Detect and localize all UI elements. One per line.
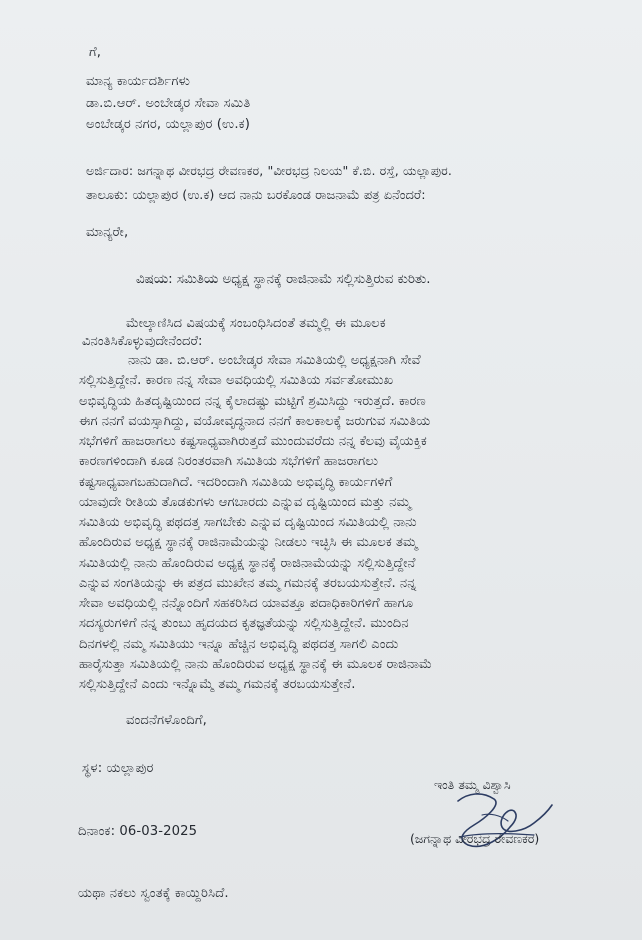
body-line: ದಿನಗಳಲ್ಲಿ ನಮ್ಮ ಸಮಿತಿಯು ಇನ್ನೂ ಹೆಚ್ಚಿನ ಅಭಿವೃದ್ಧಿ ಪಥದತ್ತ ಸಾಗಲಿ ಎಂದು: [79, 636, 399, 652]
body-line: ಸಮಿತಿಯ ಅಭಿವೃದ್ಧಿ ಪಥದತ್ತ ಸಾಗಬೇಕು ಎನ್ನುವ ದೃಷ್ಟಿಯಿಂದ ಸಮಿತಿಯಲ್ಲಿ ನಾನು: [79, 515, 417, 530]
applicant-line-1: ಅರ್ಜಿದಾರ: ಜಗನ್ನಾಥ ವೀರಭದ್ರ ರೇವಣಕರ, "ವೀರಭದ್ರ ನಿಲಯ" ಕೆ.ಬಿ. ರಸ್ತೆ, ಯಲ್ಲಾಪುರ.: [86, 163, 453, 178]
place-line: ಸ್ಥಳ: ಯಲ್ಲಾಪುರ: [82, 761, 154, 776]
subject-line: ವಿಷಯ: ಸಮಿತಿಯ ಅಧ್ಯಕ್ಷ ಸ್ಥಾನಕ್ಕೆ ರಾಜಿನಾಮೆ ಸಲ್ಲಿಸುತ್ತಿರುವ ಕುರಿತು.: [136, 272, 431, 287]
to-prefix: ಗೆ,: [89, 45, 102, 60]
body-line: ನಾನು ಡಾ. ಬಿ.ಆರ್. ಅಂಬೇಡ್ಕರ ಸೇವಾ ಸಮಿತಿಯಲ್ಲಿ ಅಧ್ಯಕ್ಷನಾಗಿ ಸೇವೆ: [128, 353, 421, 368]
recipient-title: ಮಾನ್ಯ ಕಾರ್ಯದರ್ಶಿಗಳು: [86, 74, 191, 89]
intro-line-1: ಮೇಲ್ಕಾಣಿಸಿದ ವಿಷಯಕ್ಕೆ ಸಂಬಂಧಿಸಿದಂತೆ ತಮ್ಮಲ್ಲಿ ಈ ಮೂಲಕ: [126, 316, 386, 331]
intro-line-2: ವಿನಂತಿಸಿಕೊಳ್ಳುವುದೇನೆಂದರೆ:: [82, 334, 203, 349]
body-line: ಅಭಿವೃದ್ಧಿಯ ಹಿತದೃಷ್ಟಿಯಿಂದ ನನ್ನ ಕೈಲಾದಷ್ಟು ಮಟ್ಟಿಗೆ ಶ್ರಮಿಸಿದ್ದು ಇರುತ್ತದೆ. ಕಾರಣ: [79, 393, 426, 409]
body-line: ಸದಸ್ಯರುಗಳಿಗೆ ನನ್ನ ತುಂಬು ಹೃದಯದ ಕೃತಜ್ಞತೆಯನ್ನು ಸಲ್ಲಿಸುತ್ತಿದ್ದೇನೆ. ಮುಂದಿನ: [79, 616, 409, 632]
body-line: ಸಲ್ಲಿಸುತ್ತಿದ್ದೇನೆ ಎಂದು ಇನ್ನೊಮ್ಮೆ ತಮ್ಮ ಗಮನಕ್ಕೆ ತರಬಯಸುತ್ತೇನೆ.: [79, 677, 356, 692]
body-line: ಸಮಿತಿಯಲ್ಲಿ ನಾನು ಹೊಂದಿರುವ ಅಧ್ಯಕ್ಷ ಸ್ಥಾನಕ್ಕೆ ರಾಜಿನಾಮೆಯನ್ನು ಸಲ್ಲಿಸುತ್ತಿದ್ದೇನೆ: [79, 555, 416, 571]
recipient-org: ಡಾ.ಬಿ.ಆರ್. ಅಂಬೇಡ್ಕರ ಸೇವಾ ಸಮಿತಿ: [86, 96, 251, 111]
body-line: ಕಾರಣಗಳಿಂದಾಗಿ ಕೂಡ ನಿರಂತರವಾಗಿ ಸಮಿತಿಯ ಸಭೆಗಳಿಗೆ ಹಾಜರಾಗಲು: [79, 454, 379, 470]
body-line: ಕಷ್ಟಸಾಧ್ಯವಾಗಬಹುದಾಗಿದೆ. ಇದರಿಂದಾಗಿ ಸಮಿತಿಯ ಅಭಿವೃದ್ಧಿ ಕಾರ್ಯಗಳಿಗೆ: [79, 474, 393, 490]
body-line: ಹೊಂದಿರುವ ಅಧ್ಯಕ್ಷ ಸ್ಥಾನಕ್ಕೆ ರಾಜಿನಾಮೆಯನ್ನು ನೀಡಲು ಇಚ್ಛಿಸಿ ಈ ಮೂಲಕ ತಮ್ಮ: [79, 535, 418, 551]
applicant-line-2: ತಾಲೂಕು: ಯಲ್ಲಾಪುರ (ಉ.ಕ) ಆದ ನಾನು ಬರಕೊಂಡ ರಾಜನಾಮೆ ಪತ್ರ ಏನೆಂದರೆ:: [86, 188, 426, 203]
date-line: ದಿನಾಂಕ: 06-03-2025: [78, 824, 198, 839]
body-line: ಹಾರೈಸುತ್ತಾ ಸಮಿತಿಯಲ್ಲಿ ನಾನು ಹೊಂದಿರುವ ಅಧ್ಯಕ್ಷ ಸ್ಥಾನಕ್ಕೆ ಈ ಮೂಲಕ ರಾಜಿನಾಮೆ: [79, 656, 433, 672]
body-line: ಈಗ ನನಗೆ ವಯಸ್ಸಾಗಿದ್ದು, ವಯೋವೃದ್ಧನಾದ ನನಗೆ ಕಾಲಕಾಲಕ್ಕೆ ಜರುಗುವ ಸಮಿತಿಯ: [79, 413, 431, 429]
closing-greeting: ವಂದನೆಗಳೊಂದಿಗೆ,: [126, 713, 207, 728]
closing-sig: ಇಂತಿ ತಮ್ಮ ವಿಶ್ವಾಸಿ: [434, 777, 511, 792]
body-line: ಸಭೆಗಳಿಗೆ ಹಾಜರಾಗಲು ಕಷ್ಟಸಾಧ್ಯವಾಗಿರುತ್ತದೆ ಮುಂದುವರೆದು ನನ್ನ ಕೆಲವು ವೈಯಕ್ತಿಕ: [79, 434, 427, 449]
body-line: ಯಾವುದೇ ರೀತಿಯ ತೊಡಕುಗಳು ಆಗಬಾರದು ಎನ್ನುವ ದೃಷ್ಟಿಯಿಂದ ಮತ್ತು ನಮ್ಮ: [79, 494, 411, 510]
body-line: ಸೇವಾ ಅವಧಿಯಲ್ಲಿ ನನ್ನೊಂದಿಗೆ ಸಹಕರಿಸಿದ ಯಾವತ್ತೂ ಪದಾಧಿಕಾರಿಗಳಿಗೆ ಹಾಗೂ: [79, 596, 414, 611]
body-line: ಸಲ್ಲಿಸುತ್ತಿದ್ದೇನೆ. ಕಾರಣ ನನ್ನ ಸೇವಾ ಅವಧಿಯಲ್ಲಿ ಸಮಿತಿಯ ಸರ್ವತೋಮುಖ: [79, 373, 394, 389]
salutation: ಮಾನ್ಯರೇ,: [86, 225, 129, 240]
handwritten-signature: [398, 775, 598, 865]
recipient-address: ಅಂಬೇಡ್ಕರ ನಗರ, ಯಲ್ಲಾಪುರ (ಉ.ಕ): [86, 117, 250, 132]
body-line: ಎನ್ನುವ ಸಂಗತಿಯನ್ನು ಈ ಪತ್ರದ ಮುಖೇನ ತಮ್ಮ ಗಮನಕ್ಕೆ ತರಬಯಸುತ್ತೇನೆ. ನನ್ನ: [79, 575, 417, 591]
signature-block: [398, 775, 598, 865]
signer-name: (ಜಗನ್ನಾಥ ವೀರಭದ್ರ ರೇವಣಕರ): [410, 831, 540, 846]
copy-note: ಯಥಾ ನಕಲು ಸ್ವಂತಕ್ಕೆ ಕಾಯ್ದಿರಿಸಿದೆ.: [78, 886, 229, 901]
